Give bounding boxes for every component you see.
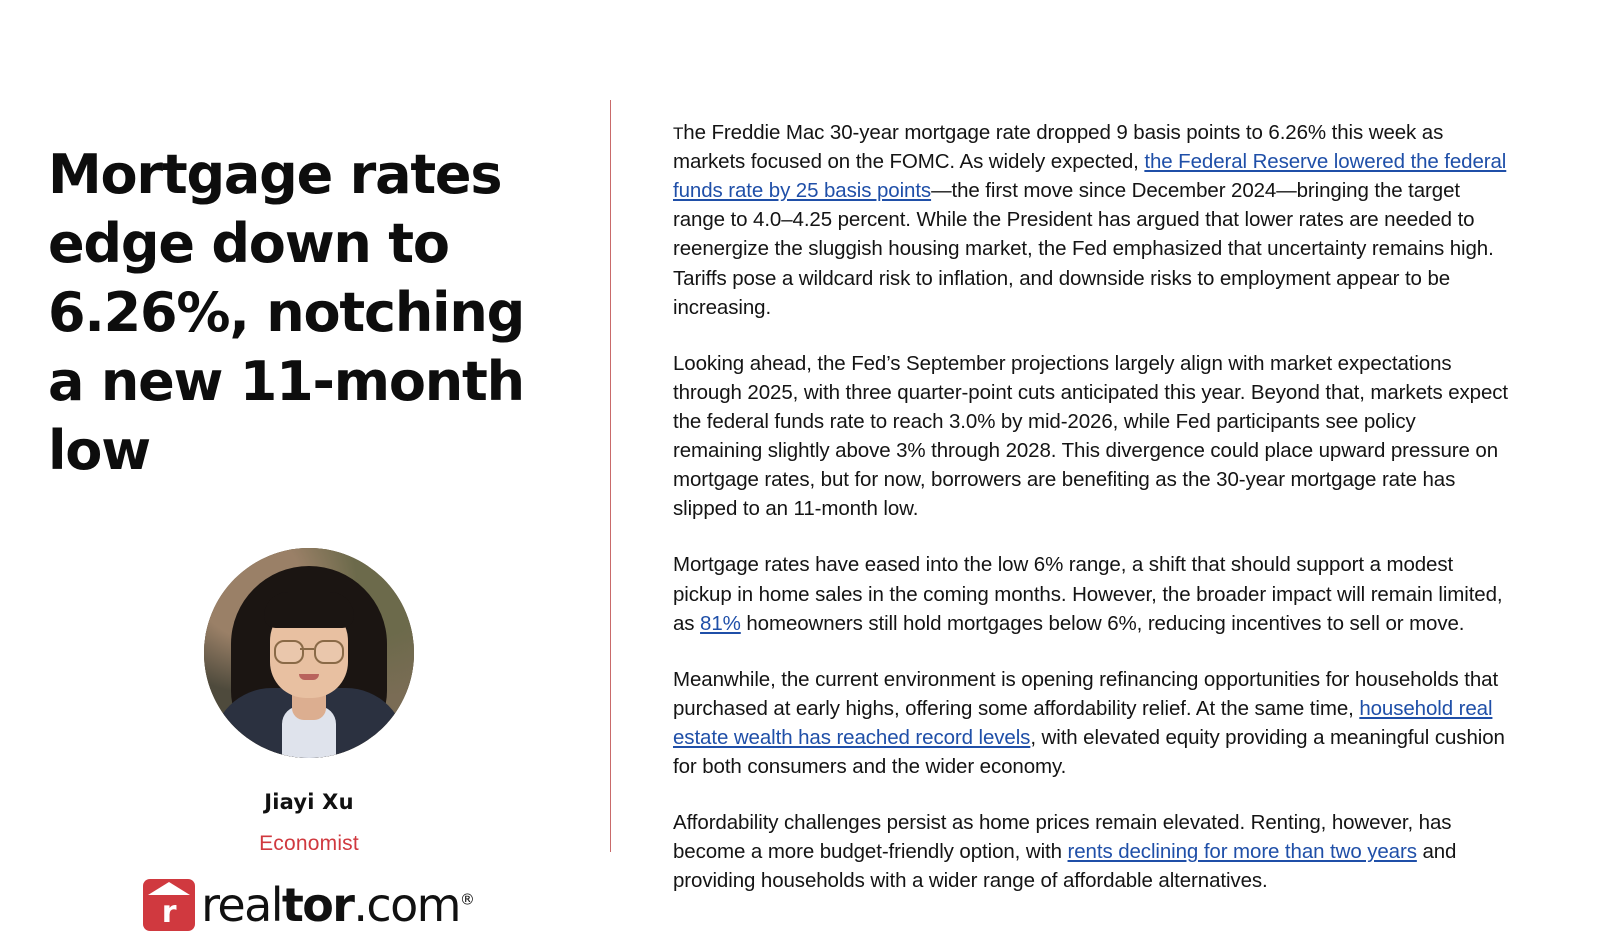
avatar-mouth xyxy=(299,674,319,680)
brand-name-bold: tor xyxy=(281,877,354,932)
brand-wordmark xyxy=(201,878,475,932)
avatar-glasses-right xyxy=(314,640,344,664)
article-link[interactable]: 81% xyxy=(700,611,741,635)
paragraph-text: , with elevated equity providing a meaningful cushion for both consumers and the wider economy. xyxy=(673,725,1505,779)
brand-name-light: real xyxy=(201,877,282,932)
article-paragraph xyxy=(673,349,1510,524)
avatar-glasses-left xyxy=(274,640,304,664)
author-title: Economist xyxy=(259,831,359,855)
trademark-symbol: ® xyxy=(459,890,475,909)
author-name: Jiayi Xu xyxy=(264,789,354,814)
brand-name-tail: .com xyxy=(353,877,460,932)
article-link[interactable]: rents declining for more than two years xyxy=(1067,840,1417,864)
article-body-column xyxy=(611,0,1600,900)
article-header-column xyxy=(0,0,610,932)
article-paragraph xyxy=(673,118,1510,322)
paragraph-text: Looking ahead, the Fed’s September projections largely align with market expectations through 2025, with three quarter-point cuts anticipated this year. Beyond that, markets expect the federal funds rate to reach 3.0% by mid-2026, while Fed participants see policy remaining slightly above 3% through 2028. This divergence could place upward pressure on mortgage rates, but for now, borrowers are benefiting as the 30-year mortgage rate has slipped to an 11-month low. xyxy=(673,351,1509,521)
paragraph-text: —the first move since December 2024—bringing the target range to 4.0–4.25 percent. While the President has argued that lower rates are needed to reenergize the sluggish housing market, the Fed emphasized that uncertainty remains high. Tariffs pose a wildcard risk to inflation, and downside risks to employment appear to be increasing. xyxy=(673,179,1494,319)
author-block xyxy=(48,548,570,932)
article-link[interactable]: household real estate wealth has reached record levels xyxy=(673,696,1493,749)
realtor-logo xyxy=(143,878,475,932)
paragraph-text: Meanwhile, the current environment is opening refinancing opportunities for households that purchased at early highs, offering some affordability relief. At the same time, xyxy=(673,667,1499,720)
house-roof-shape xyxy=(148,882,190,895)
avatar-glasses-bridge xyxy=(300,648,314,650)
article-link[interactable]: the Federal Reserve lowered the federal funds rate by 25 basis points xyxy=(673,150,1507,203)
paragraph-text: and providing households with a wider range of affordable alternatives. xyxy=(673,840,1457,893)
article-paragraph xyxy=(673,550,1510,637)
avatar-fringe xyxy=(264,592,354,628)
paragraph-text: he Freddie Mac 30-year mortgage rate dropped 9 basis points to 6.26% this week as markets focused on the FOMC. As widely expected, xyxy=(673,121,1444,174)
article-paragraph xyxy=(673,808,1510,895)
article-paragraph xyxy=(673,665,1510,781)
paragraph-text: Affordability challenges persist as home prices remain elevated. Renting, however, has become a more budget-friendly option, with xyxy=(673,811,1452,864)
brand-mark-letter: r xyxy=(161,894,177,930)
paragraph-lead-char: T xyxy=(673,124,684,143)
paragraph-text: homeowners still hold mortgages below 6%, reducing incentives to sell or move. xyxy=(740,611,1465,635)
paragraph-text: Mortgage rates have eased into the low 6% range, a shift that should support a modest pickup in home sales in the coming months. However, the broader impact will remain limited, as xyxy=(673,553,1503,635)
avatar xyxy=(204,548,414,758)
page-title: Mortgage rates edge down to 6.26%, notching a new 11-month low xyxy=(48,143,525,483)
house-icon xyxy=(143,879,195,931)
